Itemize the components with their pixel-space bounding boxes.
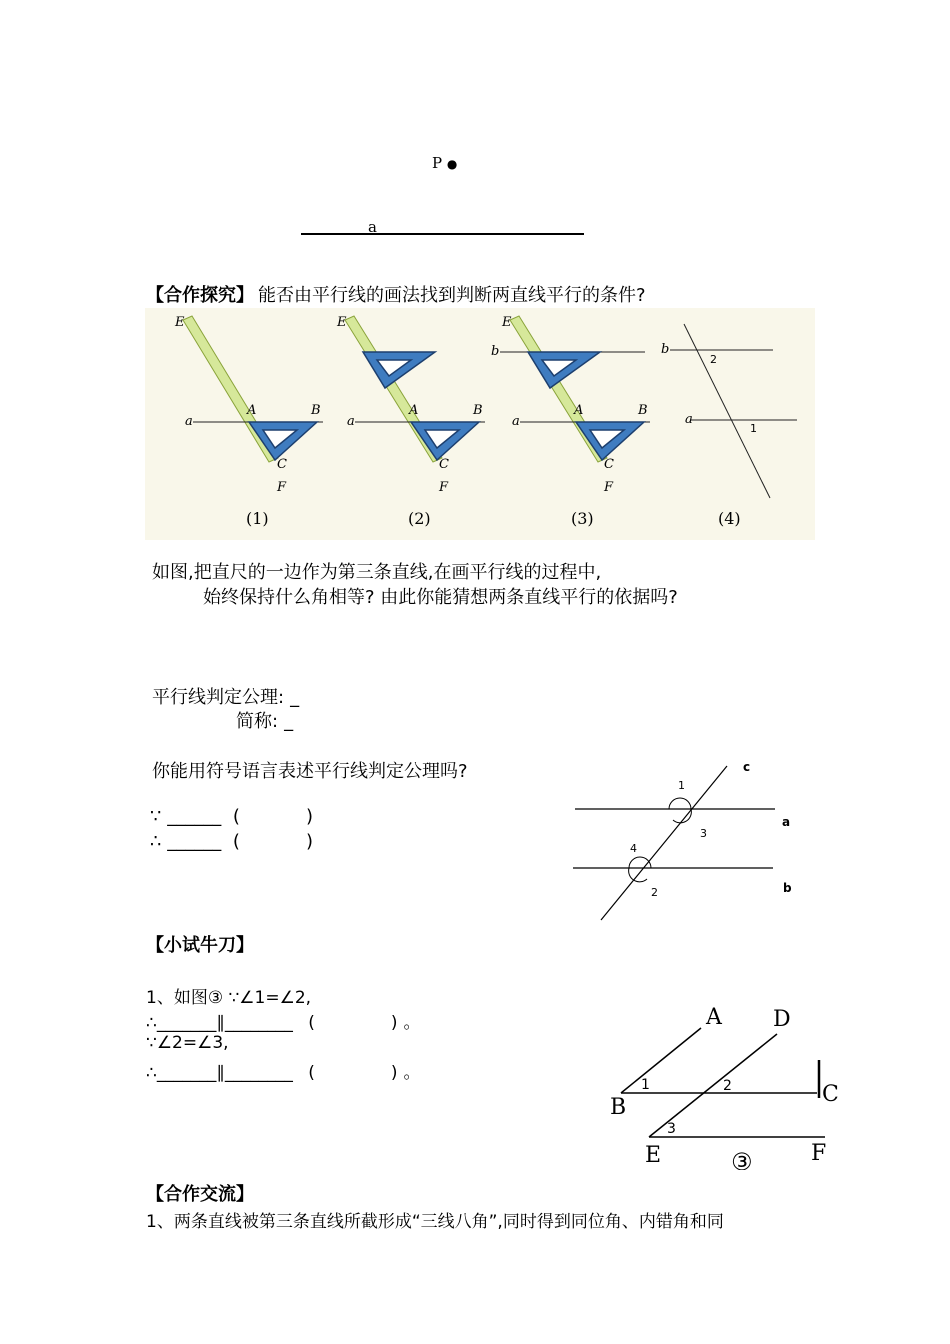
section-explore <box>146 281 646 307</box>
point-A: A <box>706 1005 722 1030</box>
explore-question: 能否由平行线的画法找到判断两直线平行的条件? <box>258 285 646 306</box>
label-A: A <box>247 403 257 418</box>
q1-line-3: ∵∠2=∠3, <box>146 1033 229 1053</box>
figure-3-label: ③ <box>731 1148 753 1170</box>
point-C: C <box>822 1082 839 1107</box>
label-a: a <box>782 815 791 829</box>
q1-line-1: 1、如图③ ∵∠1=∠2, <box>146 988 312 1008</box>
svg-text:A: A <box>409 403 419 418</box>
therefore-blank: ______ <box>167 831 222 852</box>
caption-2: (2) <box>408 509 431 528</box>
svg-text:a: a <box>685 412 693 427</box>
line-a <box>301 233 584 235</box>
svg-text:a: a <box>347 414 355 429</box>
q1-line-2: ∴_______∥________ ( ) 。 <box>146 1013 421 1033</box>
angle-2-label: 2 <box>710 353 717 366</box>
figure-3 <box>605 1000 850 1170</box>
axiom-short-line: 简称: _ <box>236 711 294 732</box>
angle-4: 4 <box>630 842 637 855</box>
symbolic-question: 你能用符号语言表述平行线判定公理吗? <box>152 761 468 782</box>
svg-text:B: B <box>638 403 648 418</box>
caption-1: (1) <box>246 509 269 528</box>
label-B: B <box>311 403 321 418</box>
angle-1: 1 <box>641 1077 650 1093</box>
because-line: ∵ ______ ( ) <box>150 806 313 827</box>
label-a: a <box>185 414 193 429</box>
line-a-label: a <box>368 218 377 236</box>
angle-1-label: 1 <box>750 422 757 435</box>
label-C: C <box>277 457 287 472</box>
section-heading-exchange: 【合作交流】 <box>146 1184 254 1205</box>
axiom-line: 平行线判定公理: _ <box>152 687 300 708</box>
svg-text:C: C <box>604 457 614 472</box>
svg-text:b: b <box>491 344 500 359</box>
point-p-label: P ● <box>432 154 458 172</box>
angle-3: 3 <box>667 1121 676 1137</box>
point-E: E <box>645 1143 662 1168</box>
svg-text:C: C <box>439 457 449 472</box>
point-F: F <box>811 1141 827 1166</box>
point-B: B <box>610 1095 627 1120</box>
section-heading-explore: 【合作探究】 <box>146 285 254 306</box>
svg-text:a: a <box>512 414 520 429</box>
label-e: E <box>175 315 185 330</box>
q1-line-4: ∴_______∥________ ( ) 。 <box>146 1063 421 1083</box>
caption-4: (4) <box>718 509 741 528</box>
therefore-line: ∴ ______ ( ) <box>150 831 313 852</box>
angle-3: 3 <box>700 827 707 840</box>
svg-text:F: F <box>439 480 449 495</box>
svg-text:F: F <box>604 480 614 495</box>
label-F: F <box>277 480 287 495</box>
label-b: b <box>783 881 792 895</box>
transversal-figure <box>565 752 805 927</box>
svg-text:A: A <box>574 403 584 418</box>
paragraph-line-1: 如图,把直尺的一边作为第三条直线,在画平行线的过程中, <box>152 562 602 583</box>
svg-text:B: B <box>473 403 483 418</box>
exchange-q1: 1、两条直线被第三条直线所截形成“三线八角”,同时得到同位角、内错角和同 <box>146 1212 724 1232</box>
label-c: c <box>743 760 751 774</box>
point-D: D <box>773 1007 791 1032</box>
axiom-blank: _ <box>290 687 300 708</box>
ruler-figures <box>145 308 815 540</box>
svg-text:b: b <box>661 342 670 357</box>
angle-2: 2 <box>723 1078 732 1094</box>
paragraph-line-2: 始终保持什么角相等? 由此你能猜想两条直线平行的依据吗? <box>203 587 678 608</box>
axiom-short-blank: _ <box>284 711 294 732</box>
angle-2: 2 <box>651 886 658 899</box>
section-heading-try: 【小试牛刀】 <box>146 935 254 956</box>
because-blank: ______ <box>167 806 222 827</box>
angle-1: 1 <box>678 779 685 792</box>
point-p-marker: ● <box>446 157 458 171</box>
svg-text:E: E <box>502 315 512 330</box>
caption-3: (3) <box>571 509 594 528</box>
svg-text:E: E <box>337 315 347 330</box>
